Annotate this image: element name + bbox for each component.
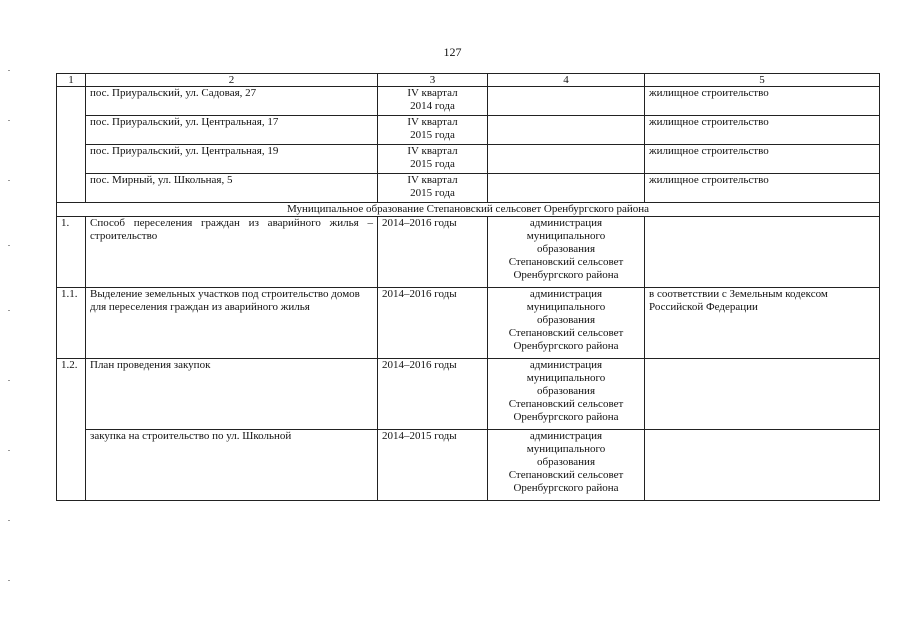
- cell-executor: [488, 288, 645, 359]
- cell-purpose: жилищное строительство: [645, 116, 880, 145]
- cell-period: 2014–2016 годы: [378, 217, 488, 288]
- executor-line: муниципального: [526, 372, 606, 384]
- cell-text: План проведения закупок: [86, 359, 378, 430]
- table-row: [57, 288, 880, 359]
- executor-line: Оренбургского района: [513, 340, 619, 352]
- term-line: IV квартал: [407, 87, 458, 99]
- data-table: [56, 73, 880, 501]
- column-header: 3: [378, 74, 488, 87]
- term-line: IV квартал: [407, 116, 458, 128]
- cell-num: 1.1.: [57, 288, 86, 359]
- cell-num: [57, 174, 86, 203]
- executor-line: образования: [536, 456, 596, 468]
- executor-line: Степановский сельсовет: [508, 256, 624, 268]
- executor-line: образования: [536, 243, 596, 255]
- column-header: 5: [645, 74, 880, 87]
- executor-line: муниципального: [526, 301, 606, 313]
- cell-term: [378, 174, 488, 203]
- scan-margin-marks: [8, 60, 10, 620]
- executor-line: Оренбургского района: [513, 482, 619, 494]
- section-title: Муниципальное образование Степановский сельсовет Оренбургского района: [57, 203, 880, 217]
- cell-num: [57, 430, 86, 501]
- column-header-row: [57, 74, 880, 87]
- executor-line: Оренбургского района: [513, 269, 619, 281]
- cell-term: [378, 87, 488, 116]
- table-row: [57, 359, 880, 430]
- cell-num: [57, 87, 86, 116]
- cell-purpose: жилищное строительство: [645, 145, 880, 174]
- cell-executor: [488, 217, 645, 288]
- table-row: [57, 145, 880, 174]
- table-row: [57, 430, 880, 501]
- table-row: [57, 87, 880, 116]
- cell-term: [378, 116, 488, 145]
- cell-address: пос. Мирный, ул. Школьная, 5: [86, 174, 378, 203]
- cell-period: 2014–2016 годы: [378, 288, 488, 359]
- term-line: 2015 года: [410, 187, 455, 199]
- column-header: 2: [86, 74, 378, 87]
- term-line: 2015 года: [410, 129, 455, 141]
- cell-purpose: жилищное строительство: [645, 87, 880, 116]
- cell-executor: [488, 430, 645, 501]
- executor-line: Оренбургского района: [513, 411, 619, 423]
- executor-line: администрация: [529, 217, 603, 229]
- term-line: IV квартал: [407, 145, 458, 157]
- executor-line: образования: [536, 385, 596, 397]
- page-number: 127: [443, 45, 462, 59]
- cell-note: в соответствии с Земельным кодексом Российской Федерации: [645, 288, 880, 359]
- cell-num: 1.2.: [57, 359, 86, 430]
- cell-period: 2014–2016 годы: [378, 359, 488, 430]
- cell-text: Способ переселения граждан из аварийного жилья – строительство: [86, 217, 378, 288]
- cell-num: [57, 145, 86, 174]
- cell-executor: [488, 174, 645, 203]
- cell-executor: [488, 359, 645, 430]
- cell-executor: [488, 145, 645, 174]
- column-header: 1: [57, 74, 86, 87]
- cell-address: пос. Приуральский, ул. Центральная, 17: [86, 116, 378, 145]
- executor-line: Степановский сельсовет: [508, 327, 624, 339]
- executor-line: муниципального: [526, 443, 606, 455]
- cell-address: пос. Приуральский, ул. Садовая, 27: [86, 87, 378, 116]
- executor-line: муниципального: [526, 230, 606, 242]
- cell-period: 2014–2015 годы: [378, 430, 488, 501]
- table-row: [57, 174, 880, 203]
- section-title-row: [57, 203, 880, 217]
- executor-line: Степановский сельсовет: [508, 398, 624, 410]
- cell-executor: [488, 116, 645, 145]
- cell-note: [645, 217, 880, 288]
- cell-address: пос. Приуральский, ул. Центральная, 19: [86, 145, 378, 174]
- cell-executor: [488, 87, 645, 116]
- cell-text: закупка на строительство по ул. Школьной: [86, 430, 378, 501]
- table-row: [57, 116, 880, 145]
- cell-text: Выделение земельных участков под строительство домов для переселения граждан из аварийного жилья: [86, 288, 378, 359]
- executor-line: образования: [536, 314, 596, 326]
- term-line: 2014 года: [410, 100, 455, 112]
- cell-purpose: жилищное строительство: [645, 174, 880, 203]
- cell-note: [645, 359, 880, 430]
- cell-note: [645, 430, 880, 501]
- term-line: IV квартал: [407, 174, 458, 186]
- executor-line: администрация: [529, 288, 603, 300]
- cell-num: 1.: [57, 217, 86, 288]
- column-header: 4: [488, 74, 645, 87]
- executor-line: администрация: [529, 359, 603, 371]
- cell-num: [57, 116, 86, 145]
- term-line: 2015 года: [410, 158, 455, 170]
- executor-line: администрация: [529, 430, 603, 442]
- executor-line: Степановский сельсовет: [508, 469, 624, 481]
- table-row: [57, 217, 880, 288]
- cell-term: [378, 145, 488, 174]
